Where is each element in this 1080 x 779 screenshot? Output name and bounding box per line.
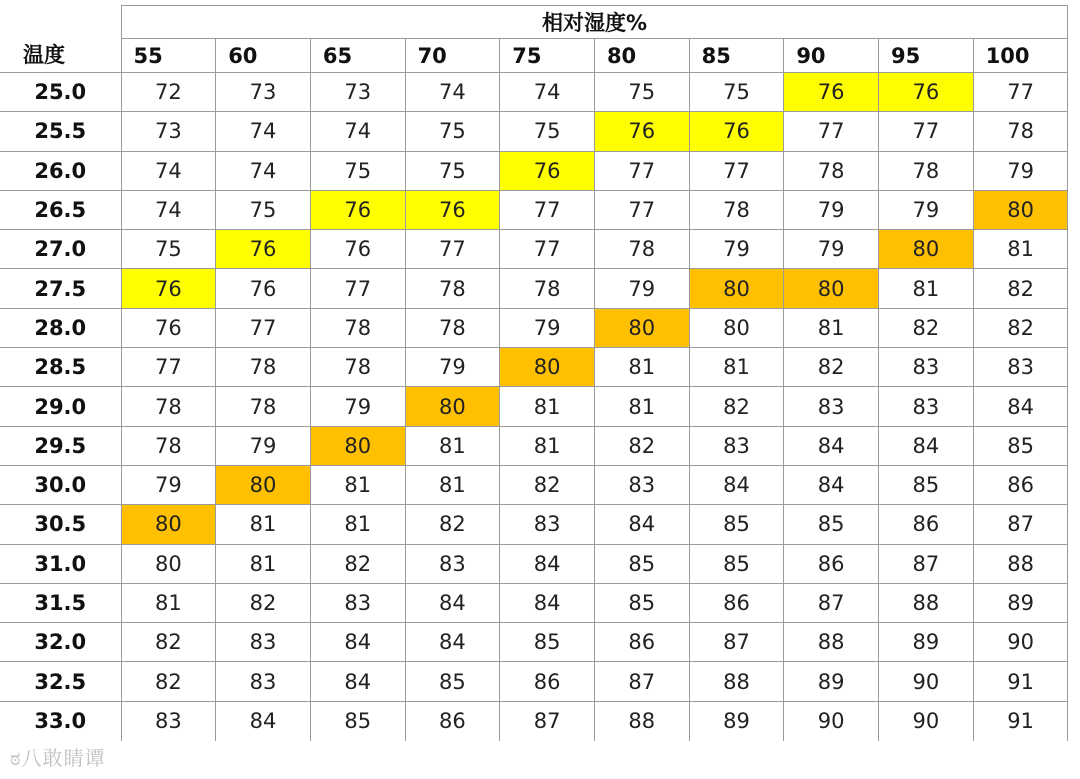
value-cell: 79 [784, 190, 879, 229]
temperature-cell: 27.0 [0, 230, 121, 269]
value-cell: 81 [216, 505, 311, 544]
value-cell: 74 [121, 151, 216, 190]
value-cell: 74 [310, 112, 405, 151]
value-cell: 77 [784, 112, 879, 151]
table-row [0, 505, 1068, 544]
value-cell: 82 [594, 426, 689, 465]
value-cell: 77 [689, 151, 784, 190]
value-cell: 78 [594, 230, 689, 269]
value-cell: 75 [310, 151, 405, 190]
highlighted-value-cell: 76 [784, 73, 879, 112]
value-cell: 88 [689, 662, 784, 701]
value-cell: 78 [121, 387, 216, 426]
value-cell: 86 [500, 662, 595, 701]
table-row [0, 112, 1068, 151]
value-cell: 83 [594, 465, 689, 504]
value-cell: 84 [500, 583, 595, 622]
value-cell: 76 [121, 308, 216, 347]
value-cell: 78 [973, 112, 1068, 151]
table-row [0, 662, 1068, 701]
value-cell: 81 [594, 387, 689, 426]
humidity-header-row [0, 39, 1068, 73]
value-cell: 74 [500, 73, 595, 112]
value-cell: 85 [879, 465, 974, 504]
value-cell: 82 [689, 387, 784, 426]
value-cell: 84 [973, 387, 1068, 426]
highlighted-value-cell: 76 [310, 190, 405, 229]
highlighted-value-cell: 80 [216, 465, 311, 504]
value-cell: 84 [784, 426, 879, 465]
value-cell: 83 [879, 348, 974, 387]
highlighted-value-cell: 80 [784, 269, 879, 308]
value-cell: 82 [310, 544, 405, 583]
value-cell: 88 [784, 623, 879, 662]
value-cell: 81 [405, 426, 500, 465]
value-cell: 85 [405, 662, 500, 701]
value-cell: 83 [689, 426, 784, 465]
value-cell: 88 [879, 583, 974, 622]
humidity-header-cell: 60 [216, 39, 311, 73]
highlighted-value-cell: 76 [689, 112, 784, 151]
temperature-cell: 26.5 [0, 190, 121, 229]
value-cell: 86 [973, 465, 1068, 504]
value-cell: 77 [594, 151, 689, 190]
value-cell: 79 [973, 151, 1068, 190]
value-cell: 75 [216, 190, 311, 229]
value-cell: 73 [216, 73, 311, 112]
temperature-cell: 28.5 [0, 348, 121, 387]
temperature-cell: 33.0 [0, 701, 121, 740]
humidity-header-cell: 55 [121, 39, 216, 73]
value-cell: 78 [689, 190, 784, 229]
value-cell: 85 [689, 505, 784, 544]
value-cell: 84 [500, 544, 595, 583]
table-row [0, 308, 1068, 347]
value-cell: 83 [121, 701, 216, 740]
value-cell: 81 [310, 465, 405, 504]
temperature-cell: 31.0 [0, 544, 121, 583]
value-cell: 90 [879, 701, 974, 740]
value-cell: 79 [121, 465, 216, 504]
value-cell: 78 [500, 269, 595, 308]
value-cell: 77 [405, 230, 500, 269]
value-cell: 87 [973, 505, 1068, 544]
value-cell: 76 [310, 230, 405, 269]
humidity-header-cell: 95 [879, 39, 974, 73]
value-cell: 78 [405, 308, 500, 347]
value-cell: 75 [689, 73, 784, 112]
value-cell: 84 [405, 583, 500, 622]
value-cell: 79 [689, 230, 784, 269]
value-cell: 87 [784, 583, 879, 622]
humidity-header-cell: 70 [405, 39, 500, 73]
humidity-header-cell: 90 [784, 39, 879, 73]
table-row [0, 387, 1068, 426]
value-cell: 80 [689, 308, 784, 347]
temperature-cell: 32.0 [0, 623, 121, 662]
value-cell: 79 [879, 190, 974, 229]
highlighted-value-cell: 76 [500, 151, 595, 190]
value-cell: 86 [405, 701, 500, 740]
table-row [0, 230, 1068, 269]
value-cell: 90 [784, 701, 879, 740]
temperature-humidity-table [0, 5, 1068, 741]
value-cell: 81 [689, 348, 784, 387]
value-cell: 84 [689, 465, 784, 504]
value-cell: 74 [405, 73, 500, 112]
value-cell: 85 [973, 426, 1068, 465]
value-cell: 89 [689, 701, 784, 740]
highlighted-value-cell: 76 [216, 230, 311, 269]
value-cell: 89 [973, 583, 1068, 622]
temperature-column-header: 温度 [0, 6, 121, 73]
value-cell: 82 [500, 465, 595, 504]
value-cell: 77 [594, 190, 689, 229]
value-cell: 75 [121, 230, 216, 269]
value-cell: 81 [784, 308, 879, 347]
value-cell: 83 [879, 387, 974, 426]
value-cell: 79 [310, 387, 405, 426]
value-cell: 83 [784, 387, 879, 426]
table-row [0, 583, 1068, 622]
value-cell: 78 [216, 387, 311, 426]
value-cell: 78 [879, 151, 974, 190]
value-cell: 82 [879, 308, 974, 347]
value-cell: 79 [216, 426, 311, 465]
value-cell: 88 [594, 701, 689, 740]
value-cell: 77 [500, 230, 595, 269]
value-cell: 75 [594, 73, 689, 112]
value-cell: 81 [310, 505, 405, 544]
value-cell: 87 [594, 662, 689, 701]
value-cell: 82 [973, 269, 1068, 308]
value-cell: 84 [216, 701, 311, 740]
value-cell: 86 [879, 505, 974, 544]
value-cell: 83 [500, 505, 595, 544]
temperature-cell: 32.5 [0, 662, 121, 701]
table-row [0, 426, 1068, 465]
temperature-cell: 31.5 [0, 583, 121, 622]
value-cell: 89 [784, 662, 879, 701]
value-cell: 81 [500, 426, 595, 465]
value-cell: 86 [784, 544, 879, 583]
value-cell: 79 [405, 348, 500, 387]
value-cell: 78 [784, 151, 879, 190]
value-cell: 79 [500, 308, 595, 347]
value-cell: 90 [973, 623, 1068, 662]
highlighted-value-cell: 80 [310, 426, 405, 465]
value-cell: 77 [973, 73, 1068, 112]
value-cell: 72 [121, 73, 216, 112]
value-cell: 91 [973, 662, 1068, 701]
humidity-header-cell: 100 [973, 39, 1068, 73]
table-row [0, 73, 1068, 112]
value-cell: 77 [500, 190, 595, 229]
temperature-cell: 30.5 [0, 505, 121, 544]
value-cell: 73 [310, 73, 405, 112]
value-cell: 78 [405, 269, 500, 308]
table-row [0, 151, 1068, 190]
temperature-cell: 27.5 [0, 269, 121, 308]
value-cell: 90 [879, 662, 974, 701]
table-row [0, 701, 1068, 740]
value-cell: 74 [216, 151, 311, 190]
value-cell: 84 [879, 426, 974, 465]
humidity-header-cell: 85 [689, 39, 784, 73]
temperature-cell: 26.0 [0, 151, 121, 190]
value-cell: 88 [973, 544, 1068, 583]
value-cell: 81 [216, 544, 311, 583]
highlighted-value-cell: 80 [879, 230, 974, 269]
value-cell: 78 [216, 348, 311, 387]
value-cell: 81 [973, 230, 1068, 269]
value-cell: 85 [594, 583, 689, 622]
value-cell: 85 [784, 505, 879, 544]
table-row [0, 269, 1068, 308]
value-cell: 82 [973, 308, 1068, 347]
value-cell: 83 [405, 544, 500, 583]
value-cell: 78 [121, 426, 216, 465]
table-row [0, 623, 1068, 662]
value-cell: 85 [500, 623, 595, 662]
value-cell: 79 [784, 230, 879, 269]
temperature-cell: 30.0 [0, 465, 121, 504]
value-cell: 75 [405, 151, 500, 190]
value-cell: 82 [121, 623, 216, 662]
value-cell: 78 [310, 308, 405, 347]
value-cell: 77 [310, 269, 405, 308]
value-cell: 77 [121, 348, 216, 387]
highlighted-value-cell: 80 [500, 348, 595, 387]
table-row [0, 348, 1068, 387]
watermark-icon: ಠ [10, 746, 22, 770]
title-row [0, 6, 1068, 39]
humidity-header-cell: 65 [310, 39, 405, 73]
watermark-text: 八敢睛谭 [21, 746, 106, 770]
value-cell: 87 [689, 623, 784, 662]
highlighted-value-cell: 76 [405, 190, 500, 229]
humidity-header-cell: 80 [594, 39, 689, 73]
temperature-cell: 28.0 [0, 308, 121, 347]
humidity-header-cell: 75 [500, 39, 595, 73]
value-cell: 74 [121, 190, 216, 229]
value-cell: 82 [121, 662, 216, 701]
value-cell: 86 [594, 623, 689, 662]
highlighted-value-cell: 76 [121, 269, 216, 308]
value-cell: 83 [216, 662, 311, 701]
value-cell: 82 [405, 505, 500, 544]
table-title: 相对湿度% [121, 6, 1068, 39]
value-cell: 84 [310, 623, 405, 662]
highlighted-value-cell: 80 [405, 387, 500, 426]
value-cell: 83 [973, 348, 1068, 387]
value-cell: 87 [879, 544, 974, 583]
value-cell: 78 [310, 348, 405, 387]
value-cell: 84 [405, 623, 500, 662]
temperature-cell: 25.5 [0, 112, 121, 151]
value-cell: 74 [216, 112, 311, 151]
value-cell: 81 [879, 269, 974, 308]
value-cell: 77 [216, 308, 311, 347]
value-cell: 81 [121, 583, 216, 622]
value-cell: 76 [216, 269, 311, 308]
value-cell: 73 [121, 112, 216, 151]
value-cell: 81 [500, 387, 595, 426]
watermark [10, 742, 106, 771]
table-row [0, 544, 1068, 583]
value-cell: 85 [594, 544, 689, 583]
value-cell: 84 [310, 662, 405, 701]
highlighted-value-cell: 80 [973, 190, 1068, 229]
value-cell: 91 [973, 701, 1068, 740]
value-cell: 75 [500, 112, 595, 151]
highlighted-value-cell: 80 [121, 505, 216, 544]
value-cell: 81 [594, 348, 689, 387]
value-cell: 83 [310, 583, 405, 622]
highlighted-value-cell: 80 [594, 308, 689, 347]
value-cell: 89 [879, 623, 974, 662]
value-cell: 85 [310, 701, 405, 740]
value-cell: 82 [216, 583, 311, 622]
temperature-cell: 25.0 [0, 73, 121, 112]
value-cell: 75 [405, 112, 500, 151]
value-cell: 82 [784, 348, 879, 387]
highlighted-value-cell: 76 [879, 73, 974, 112]
temperature-cell: 29.5 [0, 426, 121, 465]
value-cell: 86 [689, 583, 784, 622]
value-cell: 80 [121, 544, 216, 583]
value-cell: 84 [594, 505, 689, 544]
value-cell: 85 [689, 544, 784, 583]
value-cell: 77 [879, 112, 974, 151]
value-cell: 81 [405, 465, 500, 504]
table-row [0, 465, 1068, 504]
value-cell: 84 [784, 465, 879, 504]
value-cell: 79 [594, 269, 689, 308]
value-cell: 87 [500, 701, 595, 740]
temperature-cell: 29.0 [0, 387, 121, 426]
table-row [0, 190, 1068, 229]
value-cell: 83 [216, 623, 311, 662]
highlighted-value-cell: 76 [594, 112, 689, 151]
highlighted-value-cell: 80 [689, 269, 784, 308]
